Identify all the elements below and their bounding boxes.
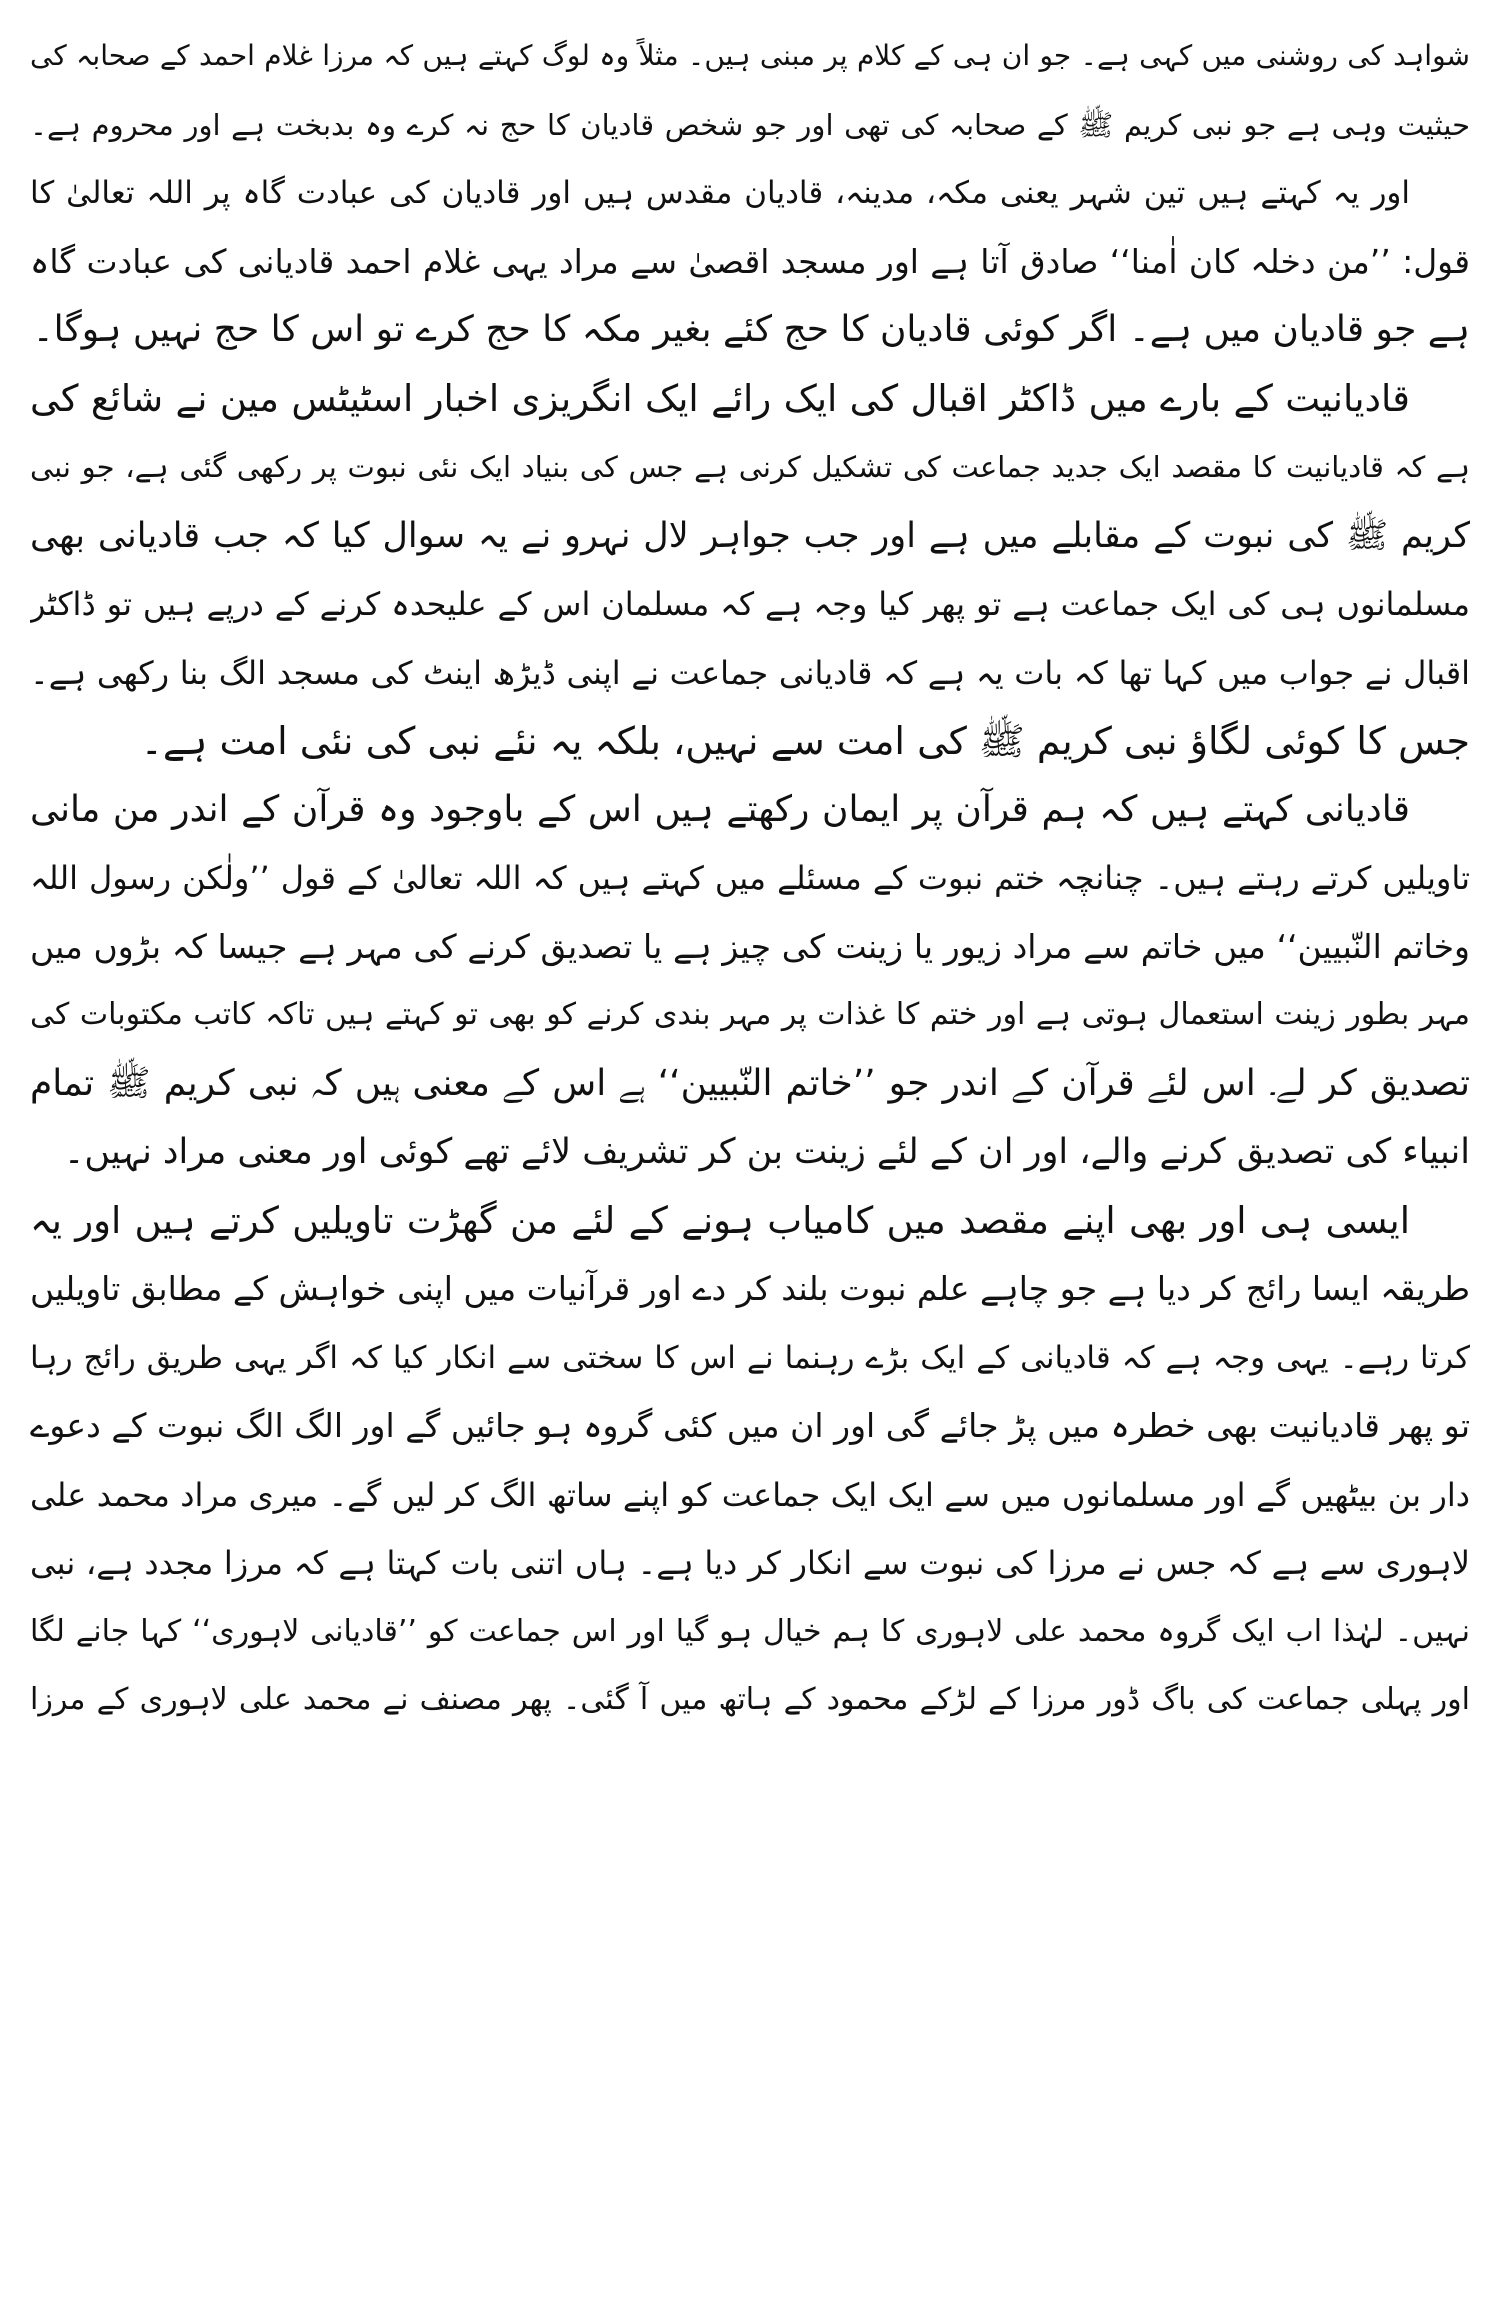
text-line: قادیانیت کے بارے میں ڈاکٹر اقبال کی ایک رائے ایک انگریزی اخبار اسٹیٹس مین نے شائع کی bbox=[30, 376, 1410, 420]
text-line: اور پہلی جماعت کی باگ ڈور مرزا کے لڑکے محمود کے ہاتھ میں آ گئی۔ پھر مصنف نے محمد علی لاہوری کے مرزا bbox=[30, 1682, 1470, 1717]
text-line: وخاتم النّبیین‘‘ میں خاتم سے مراد زیور یا زینت کی چیز ہے یا تصدیق کرنے کی مہر ہے جیسا کہ بڑوں میں bbox=[30, 926, 1470, 966]
text-line: جس کا کوئی لگاؤ نبی کریم ﷺ کی امت سے نہیں، بلکہ یہ نئے نبی کی نئی امت ہے۔ bbox=[140, 719, 1470, 763]
text-line: دار بن بیٹھیں گے اور مسلمانوں میں سے ایک ایک جماعت کو اپنے ساتھ الگ کر لیں گے۔ میری مراد محمد علی bbox=[30, 1475, 1470, 1514]
text-line: لاہوری سے ہے کہ جس نے مرزا کی نبوت سے انکار کر دیا ہے۔ ہاں اتنی بات کہتا ہے کہ مرزا مجدد ہے، نبی bbox=[30, 1544, 1470, 1582]
text-line: انبیاء کی تصدیق کرنے والے، اور ان کے لئے زینت بن کر تشریف لائے تھے کوئی اور معنی مراد نہیں۔ bbox=[63, 1132, 1470, 1172]
text-line: نہیں۔ لہٰذا اب ایک گروہ محمد علی لاہوری کا ہم خیال ہو گیا اور اس جماعت کو ’’قادیانی لاہوری‘‘ کہا جانے لگا bbox=[30, 1613, 1470, 1649]
text-line: طریقہ ایسا رائج کر دیا ہے جو چاہے علم نبوت بلند کر دے اور قرآنیات میں اپنی خواہش کے مطابق تاویلیں bbox=[30, 1269, 1470, 1308]
text-line: ایسی ہی اور بھی اپنے مقصد میں کامیاب ہونے کے لئے من گھڑت تاویلیں کرتے ہیں اور یہ bbox=[30, 1198, 1410, 1242]
document-page bbox=[30, 22, 1470, 1735]
text-line: اقبال نے جواب میں کہا تھا کہ بات یہ ہے کہ قادیانی جماعت نے اپنی ڈیڑھ اینٹ کی مسجد الگ بنا رکھی ہے۔ bbox=[30, 653, 1470, 692]
text-line: تاویلیں کرتے رہتے ہیں۔ چنانچہ ختم نبوت کے مسئلے میں کہتے ہیں کہ اللہ تعالیٰ کے قول ’’ولٰکن رسول اللہ bbox=[30, 859, 1470, 897]
text-line: قول: ’’من دخلہ کان اٰمنا‘‘ صادق آتا ہے اور مسجد اقصیٰ سے مراد یہی غلام احمد قادیانی کی عبادت گاہ bbox=[30, 241, 1470, 281]
text-line: شواہد کی روشنی میں کہی ہے۔ جو ان ہی کے کلام پر مبنی ہیں۔ مثلاً وہ لوگ کہتے ہیں کہ مرزا غلام احمد کے صحابہ کی bbox=[30, 39, 1470, 72]
text-line: تصدیق کر لے۔ اس لئے قرآن کے اندر جو ’’خاتم النّبیین‘‘ ہے اس کے معنی ہیں کہ نبی کریم ﷺ تمام bbox=[30, 1062, 1470, 1104]
text-line: مسلمانوں ہی کی ایک جماعت ہے تو پھر کیا وجہ ہے کہ مسلمان اس کے علیحدہ کرنے کے درپے ہیں تو ڈاکٹر bbox=[30, 585, 1470, 623]
text-line: تو پھر قادیانیت بھی خطرہ میں پڑ جائے گی اور ان میں کئی گروہ ہو جائیں گے اور الگ الگ نبوت کے دعوے bbox=[30, 1406, 1470, 1445]
text-line: کریم ﷺ کی نبوت کے مقابلے میں ہے اور جب جواہر لال نہرو نے یہ سوال کیا کہ جب قادیانی بھی bbox=[30, 515, 1470, 556]
text-line: مہر بطور زینت استعمال ہوتی ہے اور ختم کا غذات پر مہر بندی کرنے کو بھی تو کہتے ہیں تاکہ کاتب مکتوبات کی bbox=[30, 997, 1470, 1032]
text-line: ہے کہ قادیانیت کا مقصد ایک جدید جماعت کی تشکیل کرنی ہے جس کی بنیاد ایک نئی نبوت پر رکھی گئی ہے، جو نبی bbox=[30, 450, 1470, 484]
text-line: قادیانی کہتے ہیں کہ ہم قرآن پر ایمان رکھتے ہیں اس کے باوجود وہ قرآن کے اندر من مانی bbox=[30, 788, 1410, 830]
text-line: ہے جو قادیان میں ہے۔ اگر کوئی قادیان کا حج کئے بغیر مکہ کا حج کرے تو اس کا حج نہیں ہوگا۔ bbox=[32, 309, 1470, 350]
text-line: حیثیت وہی ہے جو نبی کریم ﷺ کے صحابہ کی تھی اور جو شخص قادیان کا حج نہ کرے وہ بدبخت ہے اور محروم ہے۔ bbox=[30, 107, 1470, 142]
text-line: اور یہ کہتے ہیں تین شہر یعنی مکہ، مدینہ، قادیان مقدس ہیں اور قادیان کی عبادت گاہ پر اللہ تعالیٰ کا bbox=[30, 175, 1410, 211]
text-line: کرتا رہے۔ یہی وجہ ہے کہ قادیانی کے ایک بڑے رہنما نے اس کا سختی سے انکار کیا کہ اگر یہی طریق رائج رہا bbox=[30, 1339, 1470, 1376]
